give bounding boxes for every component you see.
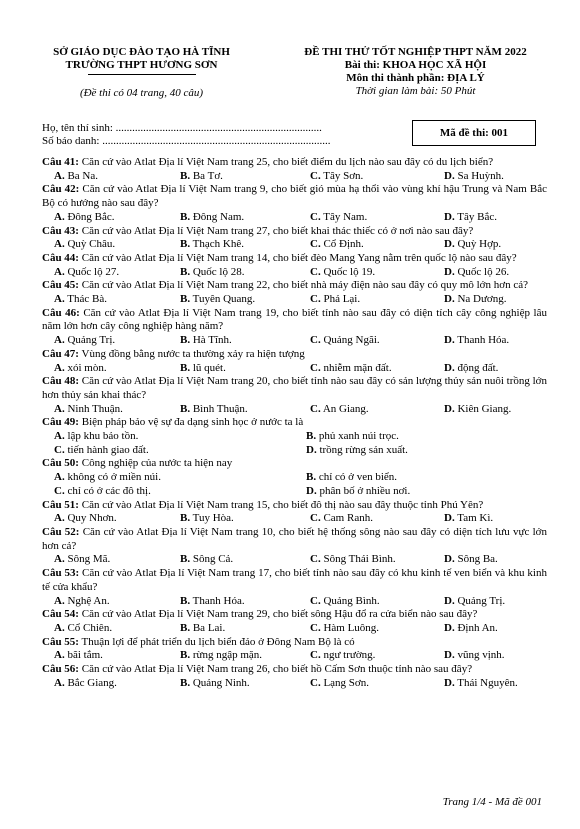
question-number: Câu 45:	[42, 279, 79, 292]
option-text: Kiên Giang.	[454, 402, 512, 415]
option-text: xói mòn.	[64, 361, 107, 374]
option-text: Tam Kì.	[454, 512, 494, 525]
question-number: Câu 54:	[42, 608, 79, 621]
answer-option	[168, 649, 298, 663]
answer-options	[42, 238, 547, 252]
option-letter: C.	[310, 169, 321, 182]
option-text: Quốc lộ 27.	[64, 265, 120, 278]
option-text: Cam Ranh.	[320, 512, 373, 525]
option-letter: A.	[54, 512, 65, 525]
option-text: lập khu bảo tồn.	[64, 430, 139, 443]
answer-option	[432, 595, 547, 609]
question-number: Câu 43:	[42, 224, 79, 237]
question-text: Căn cứ vào Atlat Địa lí Việt Nam trang 15, cho biết đô thị nào sau đây thuộc tỉnh Phú Yên?	[78, 498, 484, 511]
answer-option	[432, 334, 547, 348]
option-letter: D.	[444, 238, 455, 251]
answer-option	[298, 403, 432, 417]
question-number: Câu 46:	[42, 306, 80, 319]
question-stem	[42, 457, 547, 471]
answer-option	[298, 266, 432, 280]
answer-option	[432, 622, 547, 636]
option-text: Quốc lộ 26.	[454, 265, 510, 278]
page-footer: Trang 1/4 - Mã đề 001	[442, 796, 542, 808]
exam-duration: Thời gian làm bài: 50 Phút	[355, 85, 476, 97]
option-letter: B.	[180, 649, 191, 662]
question-text: Căn cứ vào Atlat Địa lí Việt Nam trang 19, cho biết tỉnh nào sau đây có diện tích cây công nghiệp lâu năm lớn hơn cây công nghiệp hàng năm?	[42, 306, 547, 333]
option-letter: D.	[444, 676, 455, 689]
option-letter: B.	[180, 210, 191, 223]
answer-option	[298, 362, 432, 376]
option-letter: D.	[444, 512, 455, 525]
option-letter: C.	[310, 649, 321, 662]
answer-options	[42, 649, 547, 663]
answer-option	[298, 512, 432, 526]
option-letter: D.	[444, 649, 455, 662]
option-letter: C.	[54, 484, 65, 497]
question-stem	[42, 608, 547, 622]
question-stem	[42, 279, 547, 293]
answer-option	[432, 512, 547, 526]
answer-option	[42, 649, 168, 663]
answer-options	[42, 430, 547, 457]
option-letter: C.	[310, 676, 321, 689]
option-letter: D.	[444, 361, 455, 374]
answer-option	[42, 485, 294, 499]
question-number: Câu 48:	[42, 375, 79, 388]
answer-option	[168, 334, 298, 348]
answer-option	[298, 211, 432, 225]
answer-options	[42, 362, 547, 376]
question-text: Căn cứ vào Atlat Địa lí Việt Nam trang 9, cho biết gió mùa hạ thổi vào vùng khí hậu Trung và Nam Bắc Bộ có hướng nào sau đây?	[42, 183, 547, 210]
option-text: Cổ Định.	[320, 238, 364, 251]
question-number: Câu 47:	[42, 347, 79, 360]
answer-option	[42, 238, 168, 252]
answer-options	[42, 266, 547, 280]
answer-option	[42, 362, 168, 376]
answer-options	[42, 512, 547, 526]
question-stem	[42, 156, 547, 170]
option-text: chỉ có ở các đô thị.	[64, 484, 151, 497]
answer-option	[168, 293, 298, 307]
option-text: phủ xanh núi trọc.	[316, 430, 399, 443]
option-letter: C.	[310, 402, 321, 415]
question-number: Câu 50:	[42, 457, 79, 470]
option-text: Thanh Hóa.	[454, 334, 510, 347]
option-letter: C.	[310, 293, 321, 306]
option-text: Sông Cả.	[190, 553, 234, 566]
option-text: không có ở miền núi.	[64, 471, 161, 484]
answer-options	[42, 334, 547, 348]
option-letter: A.	[54, 594, 65, 607]
option-letter: B.	[306, 430, 317, 443]
answer-option	[168, 512, 298, 526]
option-text: Ba Lai.	[190, 621, 226, 634]
option-letter: B.	[180, 553, 191, 566]
answer-option	[42, 444, 294, 458]
answer-option	[432, 293, 547, 307]
question-number: Câu 53:	[42, 567, 80, 580]
answer-options	[42, 595, 547, 609]
option-text: Sông Mã.	[64, 553, 111, 566]
question-stem	[42, 307, 547, 334]
question-stem	[42, 663, 547, 677]
answer-option	[294, 430, 547, 444]
option-letter: B.	[180, 512, 191, 525]
option-letter: D.	[444, 334, 455, 347]
question-text: Công nghiệp của nước ta hiện nay	[78, 457, 233, 470]
option-text: lũ quét.	[190, 361, 226, 374]
option-letter: C.	[310, 238, 321, 251]
exam-component: Môn thi thành phần: ĐỊA LÝ	[346, 72, 485, 84]
answer-option	[42, 293, 168, 307]
option-letter: A.	[54, 293, 65, 306]
answer-option	[42, 622, 168, 636]
question-stem	[42, 183, 547, 210]
answer-option	[298, 170, 432, 184]
question-number: Câu 41:	[42, 156, 79, 168]
answer-option	[432, 553, 547, 567]
answer-option	[168, 238, 298, 252]
question-item	[42, 567, 547, 608]
answer-option	[298, 677, 432, 691]
option-text: Nghệ An.	[64, 594, 110, 607]
option-text: Định An.	[454, 621, 498, 634]
answer-option	[294, 485, 547, 499]
option-text: chỉ có ở ven biển.	[316, 471, 398, 484]
answer-option	[298, 293, 432, 307]
exam-header	[268, 46, 563, 98]
answer-option	[42, 170, 168, 184]
option-letter: C.	[310, 334, 321, 347]
answer-option	[432, 649, 547, 663]
answer-option	[168, 595, 298, 609]
answer-options	[42, 211, 547, 225]
option-letter: A.	[54, 471, 65, 484]
answer-options	[42, 170, 547, 184]
option-letter: A.	[54, 238, 65, 251]
question-text: Căn cứ vào Atlat Địa lí Việt Nam trang 29, cho biết sông Hậu đổ ra cửa biển nào sau đây?	[78, 608, 478, 621]
option-letter: A.	[54, 361, 65, 374]
question-number: Câu 51:	[42, 498, 79, 511]
answer-option	[298, 334, 432, 348]
answer-option	[42, 403, 168, 417]
option-text: Quỳ Châu.	[64, 238, 116, 251]
option-letter: D.	[444, 621, 455, 634]
question-stem	[42, 567, 547, 594]
option-letter: B.	[180, 594, 191, 607]
question-item	[42, 279, 547, 306]
question-item	[42, 183, 547, 224]
option-letter: D.	[444, 594, 455, 607]
option-text: Bắc Giang.	[64, 676, 117, 689]
answer-option	[168, 211, 298, 225]
option-text: Thái Nguyên.	[454, 676, 518, 689]
question-number: Câu 56:	[42, 663, 79, 676]
option-text: Đông Nam.	[190, 210, 245, 223]
option-text: Cổ Chiên.	[64, 621, 113, 634]
option-letter: D.	[306, 443, 317, 456]
option-letter: A.	[54, 334, 65, 347]
question-text: Căn cứ vào Atlat Địa lí Việt Nam trang 22, cho biết nhà máy điện nào sau đây có quy mô lớn hơn cả?	[78, 279, 528, 292]
option-text: ngư trường.	[320, 649, 376, 662]
answer-options	[42, 622, 547, 636]
option-letter: B.	[180, 334, 191, 347]
answer-option	[432, 362, 547, 376]
option-text: Hàm Luông.	[320, 621, 380, 634]
question-item	[42, 499, 547, 526]
question-stem	[42, 225, 547, 239]
question-text: Căn cứ vào Atlat Địa lí Việt Nam trang 26, cho biết hồ Cấm Sơn thuộc tỉnh nào sau đây?	[78, 663, 473, 676]
option-text: Sa Huỳnh.	[454, 169, 504, 182]
answer-options	[42, 471, 547, 498]
option-text: tiến hành giao đất.	[64, 443, 149, 456]
exam-subject: Bài thi: KHOA HỌC XÃ HỘI	[344, 59, 487, 71]
option-text: Na Dương.	[454, 293, 507, 306]
question-text: Căn cứ vào Atlat Địa lí Việt Nam trang 10, cho biết hệ thống sông nào sau đây có diện tích lưu vực lớn hơn cả?	[42, 525, 547, 552]
answer-option	[168, 622, 298, 636]
option-text: Phả Lại.	[320, 293, 361, 306]
option-letter: A.	[54, 169, 65, 182]
answer-option	[432, 403, 547, 417]
question-text: Căn cứ vào Atlat Địa lí Việt Nam trang 25, cho biết điểm du lịch nào sau đây có du lịch biển?	[78, 156, 494, 168]
answer-option	[298, 649, 432, 663]
option-text: Quốc lộ 28.	[190, 265, 245, 278]
option-letter: A.	[54, 621, 65, 634]
option-text: An Giang.	[320, 402, 369, 415]
answer-option	[298, 553, 432, 567]
page-count-note: (Đề thi có 04 trang, 40 câu)	[79, 87, 204, 99]
school-name: TRƯỜNG THPT HƯƠNG SƠN	[65, 59, 218, 71]
answer-options	[42, 293, 547, 307]
option-text: phân bố ở nhiều nơi.	[316, 484, 411, 497]
question-list	[42, 156, 547, 690]
answer-option	[298, 622, 432, 636]
question-item	[42, 225, 547, 252]
option-letter: D.	[444, 553, 455, 566]
option-letter: A.	[54, 649, 65, 662]
answer-option	[42, 512, 168, 526]
question-item	[42, 608, 547, 635]
answer-option	[168, 266, 298, 280]
option-letter: A.	[54, 430, 65, 443]
answer-options	[42, 553, 547, 567]
option-text: rừng ngập mặn.	[190, 649, 263, 662]
option-text: Quảng Bình.	[320, 594, 380, 607]
option-letter: B.	[180, 265, 191, 278]
question-stem	[42, 526, 547, 553]
option-text: động đất.	[454, 361, 499, 374]
header-underline	[88, 74, 196, 75]
option-letter: C.	[310, 210, 321, 223]
option-letter: B.	[180, 293, 191, 306]
option-text: Tây Nam.	[320, 210, 368, 223]
department-name: SỞ GIÁO DỤC ĐÀO TẠO HÀ TĨNH	[53, 46, 230, 58]
question-stem	[42, 416, 547, 430]
question-stem	[42, 636, 547, 650]
option-text: Đông Bắc.	[64, 210, 115, 223]
option-text: Quốc lộ 19.	[320, 265, 376, 278]
option-letter: B.	[180, 676, 191, 689]
option-text: trồng rừng sản xuất.	[316, 443, 408, 456]
question-item	[42, 457, 547, 498]
answer-option	[298, 595, 432, 609]
option-text: Quảng Trị.	[64, 334, 116, 347]
option-text: nhiễm mặn đất.	[320, 361, 392, 374]
answer-option	[42, 334, 168, 348]
option-letter: A.	[54, 676, 65, 689]
option-text: Thanh Hóa.	[190, 594, 245, 607]
answer-option	[298, 238, 432, 252]
option-text: vũng vịnh.	[454, 649, 505, 662]
option-letter: B.	[180, 238, 191, 251]
question-number: Câu 55:	[42, 635, 79, 648]
option-letter: D.	[306, 484, 317, 497]
option-text: Quy Nhơn.	[64, 512, 117, 525]
option-letter: D.	[444, 265, 455, 278]
question-number: Câu 42:	[42, 183, 80, 196]
answer-option	[42, 430, 294, 444]
answer-option	[432, 238, 547, 252]
option-text: Quảng Trị.	[454, 594, 506, 607]
option-text: Thác Bà.	[64, 293, 107, 306]
question-item	[42, 348, 547, 375]
option-letter: B.	[180, 621, 191, 634]
question-item	[42, 636, 547, 663]
option-text: Tây Bắc.	[454, 210, 497, 223]
question-item	[42, 416, 547, 457]
option-text: Bình Thuận.	[190, 402, 248, 415]
question-item	[42, 526, 547, 567]
option-letter: D.	[444, 210, 455, 223]
option-letter: C.	[310, 512, 321, 525]
question-item	[42, 156, 547, 183]
option-text: Lạng Sơn.	[320, 676, 369, 689]
student-name-field: Họ, tên thí sinh: ...........................................................................	[42, 122, 322, 134]
question-item	[42, 663, 547, 690]
question-text: Thuận lợi để phát triển du lịch biển đảo ở Đông Nam Bộ là có	[78, 635, 355, 648]
option-text: Hà Tĩnh.	[190, 334, 232, 347]
answer-option	[432, 677, 547, 691]
option-letter: A.	[54, 553, 65, 566]
answer-option	[42, 595, 168, 609]
answer-option	[294, 471, 547, 485]
question-stem	[42, 375, 547, 402]
option-letter: C.	[310, 265, 321, 278]
question-number: Câu 44:	[42, 251, 79, 264]
option-text: Quảng Ngãi.	[320, 334, 380, 347]
question-text: Biện pháp bảo vệ sự đa dạng sinh học ở nước ta là	[78, 416, 304, 429]
option-text: Quỳ Hợp.	[454, 238, 502, 251]
option-letter: D.	[444, 169, 455, 182]
answer-option	[432, 170, 547, 184]
answer-option	[168, 170, 298, 184]
option-letter: B.	[180, 402, 191, 415]
option-text: Sông Thái Bình.	[320, 553, 396, 566]
option-text: Tây Sơn.	[320, 169, 364, 182]
option-text: Tuyên Quang.	[190, 293, 256, 306]
exam-title: ĐỀ THI THỬ TỐT NGHIỆP THPT NĂM 2022	[304, 46, 527, 58]
option-text: Tuy Hòa.	[190, 512, 234, 525]
student-id-field: Số báo danh: ...................................................................................	[42, 135, 331, 147]
question-stem	[42, 252, 547, 266]
answer-option	[168, 403, 298, 417]
option-letter: A.	[54, 402, 65, 415]
option-letter: B.	[180, 169, 191, 182]
option-letter: D.	[444, 402, 455, 415]
option-text: Ninh Thuận.	[64, 402, 123, 415]
answer-option	[42, 471, 294, 485]
question-item	[42, 252, 547, 279]
option-text: Quảng Ninh.	[190, 676, 250, 689]
question-text: Căn cứ vào Atlat Địa lí Việt Nam trang 20, cho biết tỉnh nào sau đây có sản lượng thủy sản nuôi trồng lớn hơn thủy sản khai thác?	[42, 375, 547, 401]
option-text: Sông Ba.	[454, 553, 498, 566]
answer-option	[42, 677, 168, 691]
option-letter: D.	[444, 293, 455, 306]
option-letter: B.	[180, 361, 191, 374]
option-letter: C.	[310, 361, 321, 374]
question-stem	[42, 348, 547, 362]
school-header	[34, 46, 249, 100]
option-letter: C.	[310, 594, 321, 607]
answer-option	[168, 362, 298, 376]
option-letter: C.	[54, 443, 65, 456]
option-letter: C.	[310, 621, 321, 634]
answer-option	[42, 553, 168, 567]
answer-option	[294, 444, 547, 458]
answer-option	[168, 553, 298, 567]
option-text: bãi tắm.	[64, 649, 103, 662]
exam-code-box: Mã đề thi: 001	[412, 120, 536, 146]
option-letter: C.	[310, 553, 321, 566]
question-item	[42, 375, 547, 416]
option-letter: A.	[54, 210, 65, 223]
option-letter: A.	[54, 265, 65, 278]
option-letter: B.	[306, 471, 317, 484]
question-text: Vùng đồng bằng nước ta thường xảy ra hiện tượng	[78, 347, 305, 360]
student-info	[42, 122, 372, 148]
answer-option	[42, 266, 168, 280]
question-text: Căn cứ vào Atlat Địa lí Việt Nam trang 27, cho biết khai thác thiếc có ở nơi nào sau đây?	[78, 224, 474, 237]
answer-option	[432, 266, 547, 280]
option-text: Thạch Khê.	[190, 238, 244, 251]
answer-option	[168, 677, 298, 691]
question-text: Căn cứ vào Atlat Địa lí Việt Nam trang 14, cho biết đèo Mang Yang nằm trên quốc lộ nào sau đây?	[78, 251, 517, 264]
answer-options	[42, 677, 547, 691]
option-text: Ba Na.	[64, 169, 98, 182]
question-number: Câu 49:	[42, 416, 79, 429]
question-number: Câu 52:	[42, 525, 80, 538]
answer-option	[42, 211, 168, 225]
answer-option	[432, 211, 547, 225]
answer-options	[42, 403, 547, 417]
question-item	[42, 307, 547, 348]
question-text: Căn cứ vào Atlat Địa lí Việt Nam trang 17, cho biết tỉnh nào sau đây có khu kinh tế ven biển và khu kinh tế cửa khẩu?	[42, 567, 547, 593]
question-stem	[42, 499, 547, 513]
option-text: Ba Tơ.	[190, 169, 223, 182]
